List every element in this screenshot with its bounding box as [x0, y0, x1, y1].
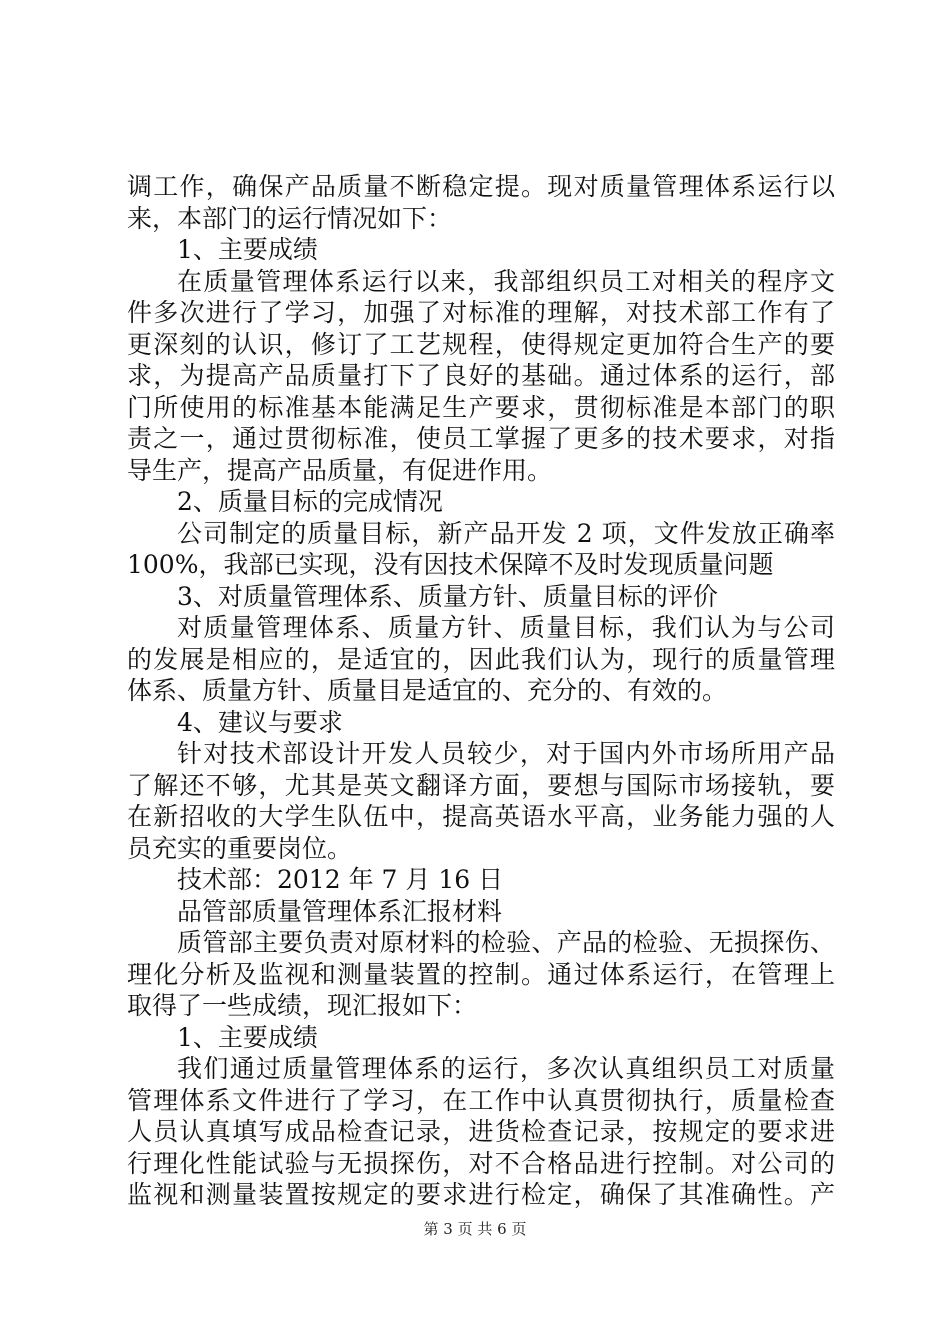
text-line: 3、对质量管理体系、质量方针、质量目标的评价 — [177, 581, 718, 611]
text-line: 责之一，通过贯彻标准，使员工掌握了更多的技术要求，对指 — [127, 424, 835, 453]
text-line: 4、建议与要求 — [177, 707, 343, 737]
text-line: 管理体系文件进行了学习，在工作中认真贯彻执行，质量检查 — [127, 1085, 835, 1115]
text-line: 2、质量目标的完成情况 — [177, 487, 443, 516]
text-line: 求，为提高产品质量打下了良好的基础。通过体系的运行，部 — [127, 361, 835, 390]
text-line: 更深刻的认识，修订了工艺规程，使得规定更加符合生产的要 — [127, 329, 835, 359]
text-line: 行理化性能试验与无损探伤，对不合格品进行控制。对公司的 — [127, 1148, 835, 1178]
text-line: 来，本部门的运行情况如下： — [127, 203, 453, 233]
text-line: 件多次进行了学习，加强了对标准的理解，对技术部工作有了 — [127, 298, 835, 327]
text-line: 公司制定的质量目标，新产品开发 2 项，文件发放正确率 — [177, 518, 835, 548]
text-line: 取得了一些成绩，现汇报如下： — [127, 991, 478, 1020]
text-line: 门所使用的标准基本能满足生产要求，贯彻标准是本部门的职 — [127, 392, 835, 422]
text-line: 在质量管理体系运行以来，我部组织员工对相关的程序文 — [177, 266, 835, 296]
text-line: 质管部主要负责对原材料的检验、产品的检验、无损探伤、 — [177, 928, 835, 957]
text-line: 了解还不够，尤其是英文翻译方面，要想与国际市场接轨，要 — [127, 770, 835, 800]
document-body — [127, 171, 835, 1211]
text-line: 针对技术部设计开发人员较少，对于国内外市场所用产品 — [177, 739, 835, 768]
text-line: 我们通过质量管理体系的运行，多次认真组织员工对质量 — [177, 1054, 835, 1083]
text-line: 1、主要成绩 — [177, 235, 318, 264]
text-line: 监视和测量装置按规定的要求进行检定，确保了其准确性。产 — [127, 1180, 835, 1209]
text-line: 体系、质量方针、质量目是适宜的、充分的、有效的。 — [127, 676, 728, 705]
text-line: 的发展是相应的，是适宜的，因此我们认为，现行的质量管理 — [127, 644, 835, 674]
text-line: 技术部：2012 年 7 月 16 日 — [177, 865, 504, 894]
text-line: 对质量管理体系、质量方针、质量目标，我们认为与公司 — [177, 613, 835, 642]
page-footer: 第 3 页 共 6 页 — [423, 1220, 527, 1238]
text-line: 在新招收的大学生队伍中，提高英语水平高，业务能力强的人 — [127, 802, 835, 831]
text-line: 员充实的重要岗位。 — [127, 833, 353, 863]
text-line: 调工作，确保产品质量不断稳定提。现对质量管理体系运行以 — [127, 172, 835, 201]
text-line: 人员认真填写成品检查记录，进货检查记录，按规定的要求进 — [127, 1117, 835, 1146]
text-line: 品管部质量管理体系汇报材料 — [177, 896, 503, 926]
text-line: 1、主要成绩 — [177, 1022, 318, 1052]
text-line: 100%，我部已实现，没有因技术保障不及时发现质量问题 — [127, 550, 774, 579]
text-line: 理化分析及监视和测量装置的控制。通过体系运行，在管理上 — [127, 959, 835, 989]
text-line: 导生产，提高产品质量，有促进作用。 — [127, 455, 553, 485]
